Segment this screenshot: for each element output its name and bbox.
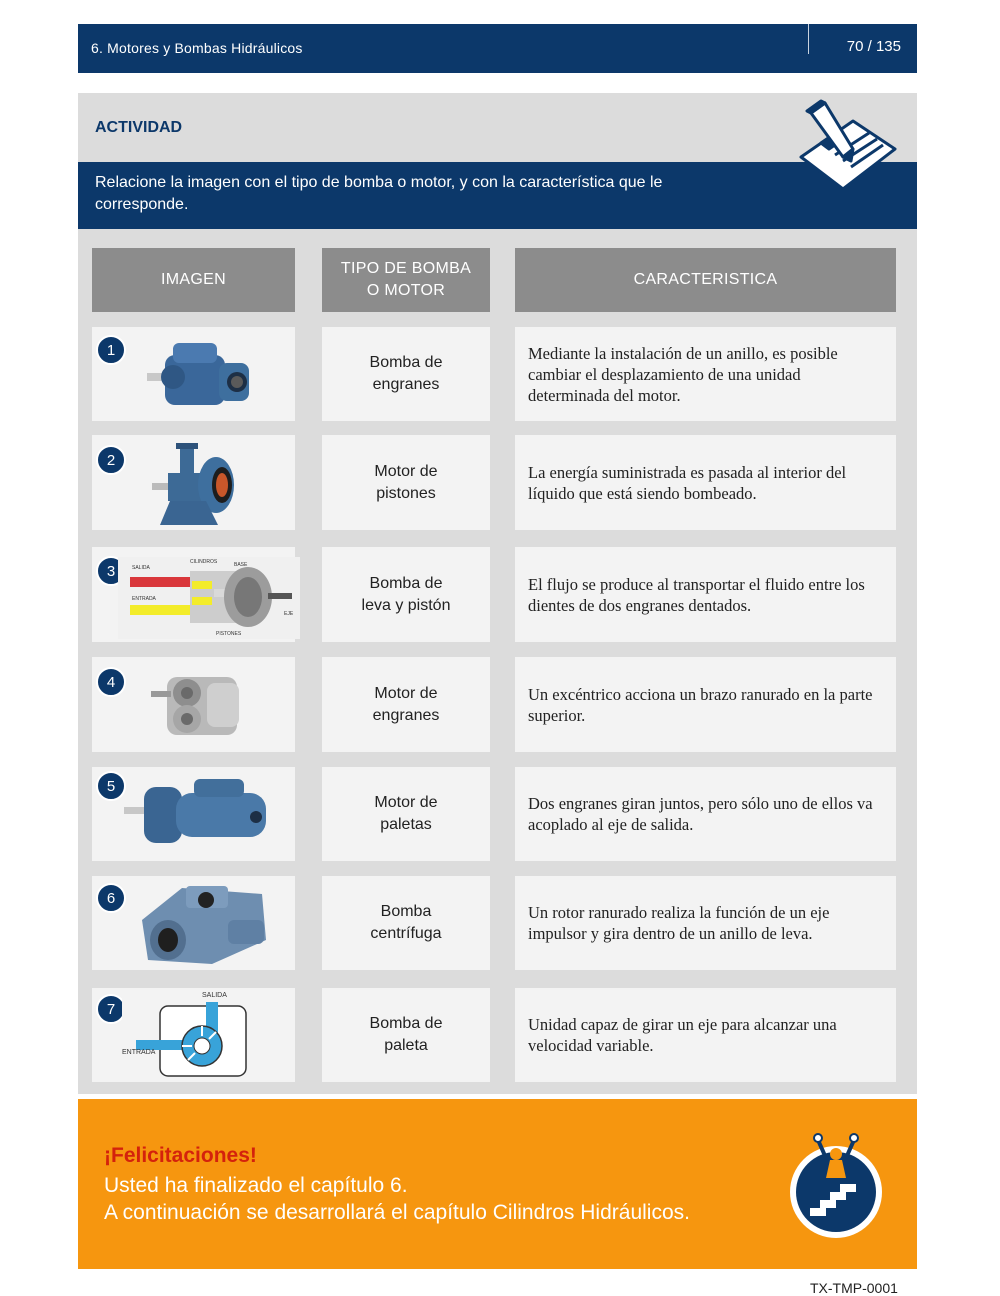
page-number: 70 / 135	[846, 38, 901, 55]
image-cell-1	[92, 327, 295, 421]
type-cell-6: Bomba centrífuga	[322, 876, 490, 970]
row-number-6: 6	[96, 883, 126, 913]
congrats-banner	[78, 1099, 917, 1269]
row-number-1: 1	[96, 335, 126, 365]
header-type: TIPO DE BOMBA O MOTOR	[322, 248, 490, 312]
gear-pump-image	[147, 333, 257, 417]
activity-instruction: Relacione la imagen con el tipo de bomba o motor, y con la característica que le corresponde.	[95, 174, 663, 213]
header-divider	[808, 24, 809, 54]
header-feature: CARACTERISTICA	[515, 248, 896, 312]
row-number-7: 7	[96, 994, 126, 1024]
activity-title: ACTIVIDAD	[95, 119, 183, 136]
type-cell-1: Bomba de engranes	[322, 327, 490, 421]
row-number-3: 3	[96, 556, 126, 586]
congrats-line-2: A continuación se desarrollará el capítulo Cilindros Hidráulicos.	[104, 1201, 690, 1224]
label-salida-7: SALIDA	[202, 992, 227, 999]
row-number-4: 4	[96, 667, 126, 697]
feature-cell-2: La energía suministrada es pasada al interior del líquido que está siendo bombeado.	[515, 435, 896, 530]
type-cell-4: Motor de engranes	[322, 657, 490, 752]
label-eje: EJE	[284, 611, 294, 617]
chapter-title: 6. Motores y Bombas Hidráulicos	[91, 40, 303, 56]
feature-cell-3: El flujo se produce al transportar el fluido entre los dientes de dos engranes dentados.	[515, 547, 896, 642]
image-cell-4	[92, 657, 295, 752]
feature-cell-6: Un rotor ranurado realiza la función de un eje impulsor y gira dentro de un anillo de leva.	[515, 876, 896, 970]
vane-pump-diagram	[122, 988, 252, 1080]
label-entrada-7: ENTRADA	[122, 1049, 156, 1056]
centrifugal-pump-image	[152, 441, 244, 527]
label-entrada: ENTRADA	[132, 596, 156, 602]
type-cell-7: Bomba de paleta	[322, 988, 490, 1082]
type-cell-3: Bomba de leva y pistón	[322, 547, 490, 642]
type-cell-2: Motor de pistones	[322, 435, 490, 530]
label-salida: SALIDA	[132, 565, 150, 571]
row-number-5: 5	[96, 771, 126, 801]
row-number-2: 2	[96, 445, 126, 475]
header-image: IMAGEN	[92, 248, 295, 312]
image-cell-7	[92, 988, 295, 1082]
trophy-medal-icon	[786, 1130, 886, 1240]
label-base: BASE	[234, 562, 248, 568]
label-cilindros: CILINDROS	[190, 559, 218, 565]
activity-panel	[78, 93, 917, 1094]
vane-motor-image	[124, 773, 274, 857]
clipboard-pencil-icon	[791, 99, 903, 195]
label-pistones: PISTONES	[216, 631, 242, 637]
document-code: TX-TMP-0001	[810, 1280, 898, 1296]
cam-piston-pump-diagram	[118, 555, 300, 639]
vane-pump-image	[132, 880, 272, 966]
congrats-line-1: Usted ha finalizado el capítulo 6.	[104, 1174, 408, 1197]
feature-cell-4: Un excéntrico acciona un brazo ranurado en la parte superior.	[515, 657, 896, 752]
image-cell-6	[92, 876, 295, 970]
image-cell-5	[92, 767, 295, 861]
image-cell-3	[92, 547, 295, 642]
page-header	[78, 24, 917, 73]
feature-cell-1: Mediante la instalación de un anillo, es posible cambiar el desplazamiento de una unidad determinada del motor.	[515, 327, 896, 421]
feature-cell-5: Dos engranes giran juntos, pero sólo uno de ellos va acoplado al eje de salida.	[515, 767, 896, 861]
type-cell-5: Motor de paletas	[322, 767, 490, 861]
congrats-title: ¡Felicitaciones!	[104, 1144, 257, 1167]
image-cell-2	[92, 435, 295, 530]
feature-cell-7: Unidad capaz de girar un eje para alcanzar una velocidad variable.	[515, 988, 896, 1082]
gear-motor-cutaway-image	[147, 663, 247, 749]
